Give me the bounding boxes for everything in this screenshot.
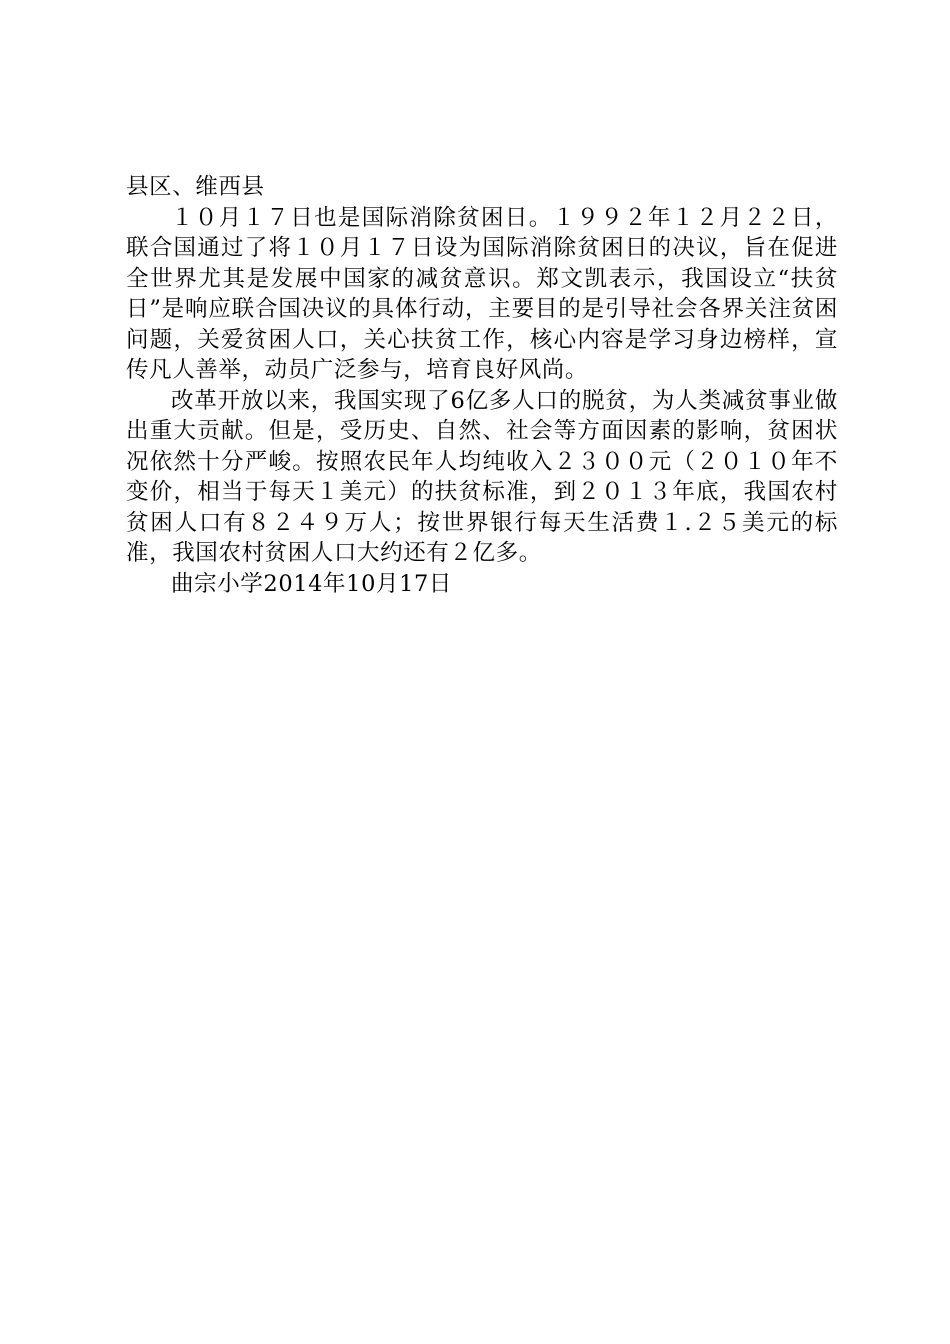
paragraph-poverty-day: １０月１７日也是国际消除贫困日。１９９２年１２月２２日，联合国通过了将１０月１７日设为国际消除贫困日的决议，旨在促进全世界尤其是发展中国家的减贫意识。郑文凯表示，我国设立“扶贫日”是响应联合国决议的具体行动，主要目的是引导社会各界关注贫困问题，关爱贫困人口，关心扶贫工作，核心内容是学习身边榜样，宣传凡人善举，动员广泛参与，培育良好风尚。 — [126, 204, 838, 383]
document-body — [126, 172, 838, 599]
paragraph-reform-progress: 改革开放以来，我国实现了6亿多人口的脱贫，为人类减贫事业做出重大贡献。但是，受历史、自然、社会等方面因素的影响，贫困状况依然十分严峻。按照农民年人均纯收入２３００元（２０１０年不变价，相当于每天１美元）的扶贫标准，到２０１３年底，我国农村贫困人口有８２４９万人；按世界银行每天生活费１.２５美元的标准，我国农村贫困人口大约还有２亿多。 — [126, 387, 838, 566]
signature-date: 曲宗小学2014年10月17日 — [171, 570, 453, 597]
paragraph-location: 县区、维西县 — [126, 174, 265, 200]
